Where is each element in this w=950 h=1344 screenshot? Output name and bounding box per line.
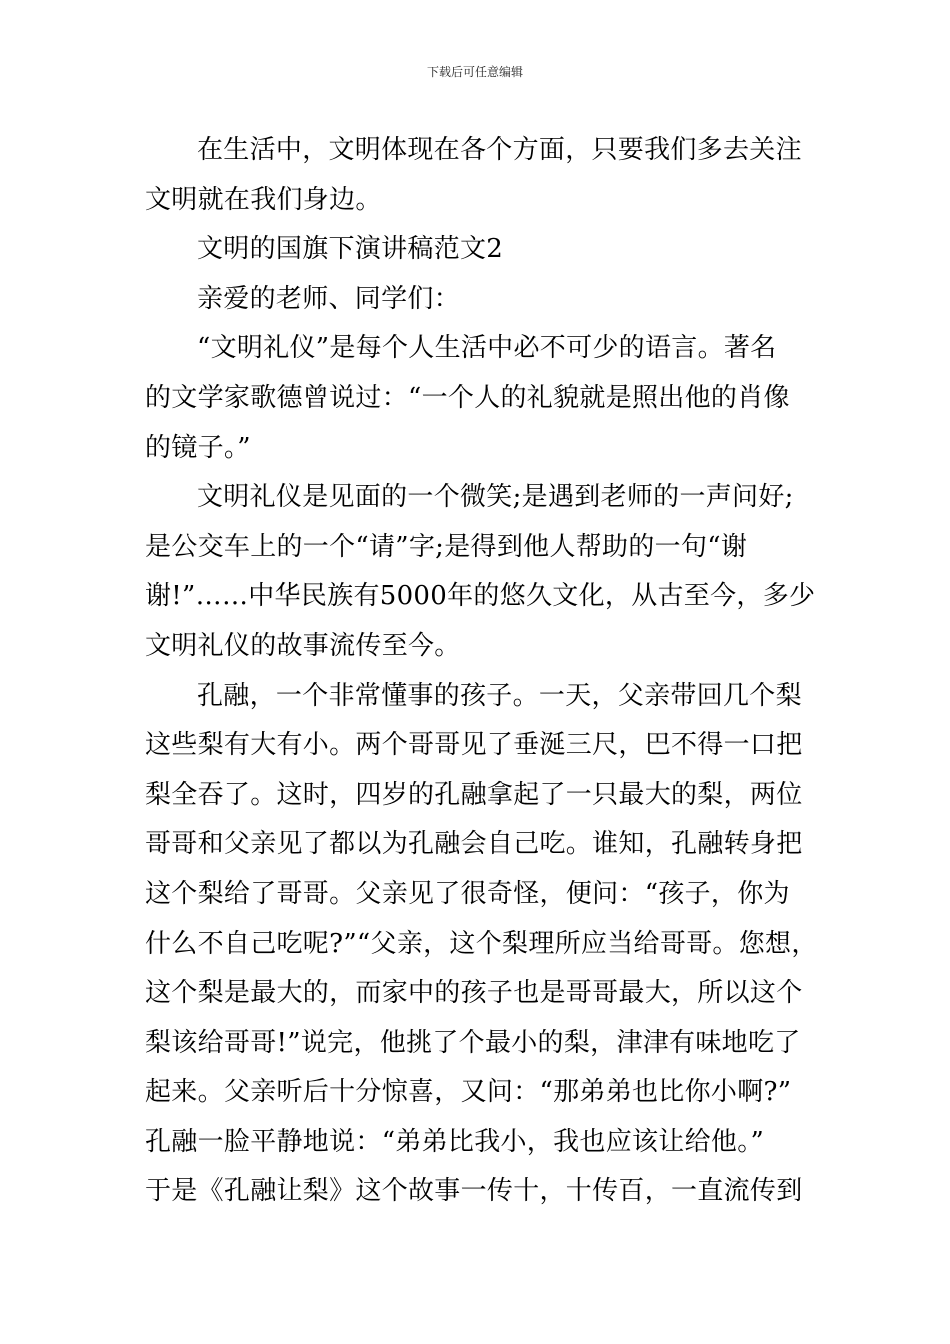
text-line: 文明礼仪的故事流传至今。 (145, 630, 461, 661)
text-line: 的文学家歌德曾说过：“一个人的礼貌就是照出他的肖像 (145, 382, 790, 413)
text-line: 梨该给哥哥!”说完，他挑了个最小的梨，津津有味地吃了 (145, 1027, 801, 1058)
text-line: “文明礼仪”是每个人生活中必不可少的语言。著名 (197, 333, 777, 364)
document-body (145, 126, 825, 1217)
text-line: 这些梨有大有小。两个哥哥见了垂涎三尺，巴不得一口把 (145, 730, 803, 761)
text-line: 这个梨是最大的，而家中的孩子也是哥哥最大，所以这个 (145, 978, 803, 1009)
text-line: 这个梨给了哥哥。父亲见了很奇怪，便问：“孩子，你为 (145, 878, 790, 909)
text-line: 文明就在我们身边。 (145, 184, 382, 215)
text-line: 于是《孔融让梨》这个故事一传十，十传百，一直流传到 (145, 1176, 803, 1207)
text-line: 起来。父亲听后十分惊喜，又问：“那弟弟也比你小啊?” (145, 1077, 792, 1108)
text-line: 文明礼仪是见面的一个微笑;是遇到老师的一声问好; (197, 482, 794, 513)
text-line: 孔融，一个非常懂事的孩子。一天，父亲带回几个梨 (197, 680, 802, 711)
text-line: 梨全吞了。这时，四岁的孔融拿起了一只最大的梨，两位 (145, 779, 803, 810)
page-header: 下载后可任意编辑 (426, 65, 523, 79)
text-line: 谢!”……中华民族有5000年的悠久文化，从古至今，多少 (145, 581, 816, 612)
text-line: 是公交车上的一个“请”字;是得到他人帮助的一句“谢 (145, 531, 748, 562)
section-title: 文明的国旗下演讲稿范文2 (197, 234, 504, 265)
salutation: 亲爱的老师、同学们： (197, 283, 461, 314)
text-line: 孔融一脸平静地说：“弟弟比我小，我也应该让给他。” (145, 1126, 765, 1157)
text-line: 在生活中，文明体现在各个方面，只要我们多去关注 (197, 135, 802, 165)
text-line: 的镜子。” (145, 432, 251, 463)
text-line: 哥哥和父亲见了都以为孔融会自己吃。谁知，孔融转身把 (145, 829, 803, 860)
text-line: 什么不自己吃呢?”“父亲，这个梨理所应当给哥哥。您想， (145, 928, 818, 959)
